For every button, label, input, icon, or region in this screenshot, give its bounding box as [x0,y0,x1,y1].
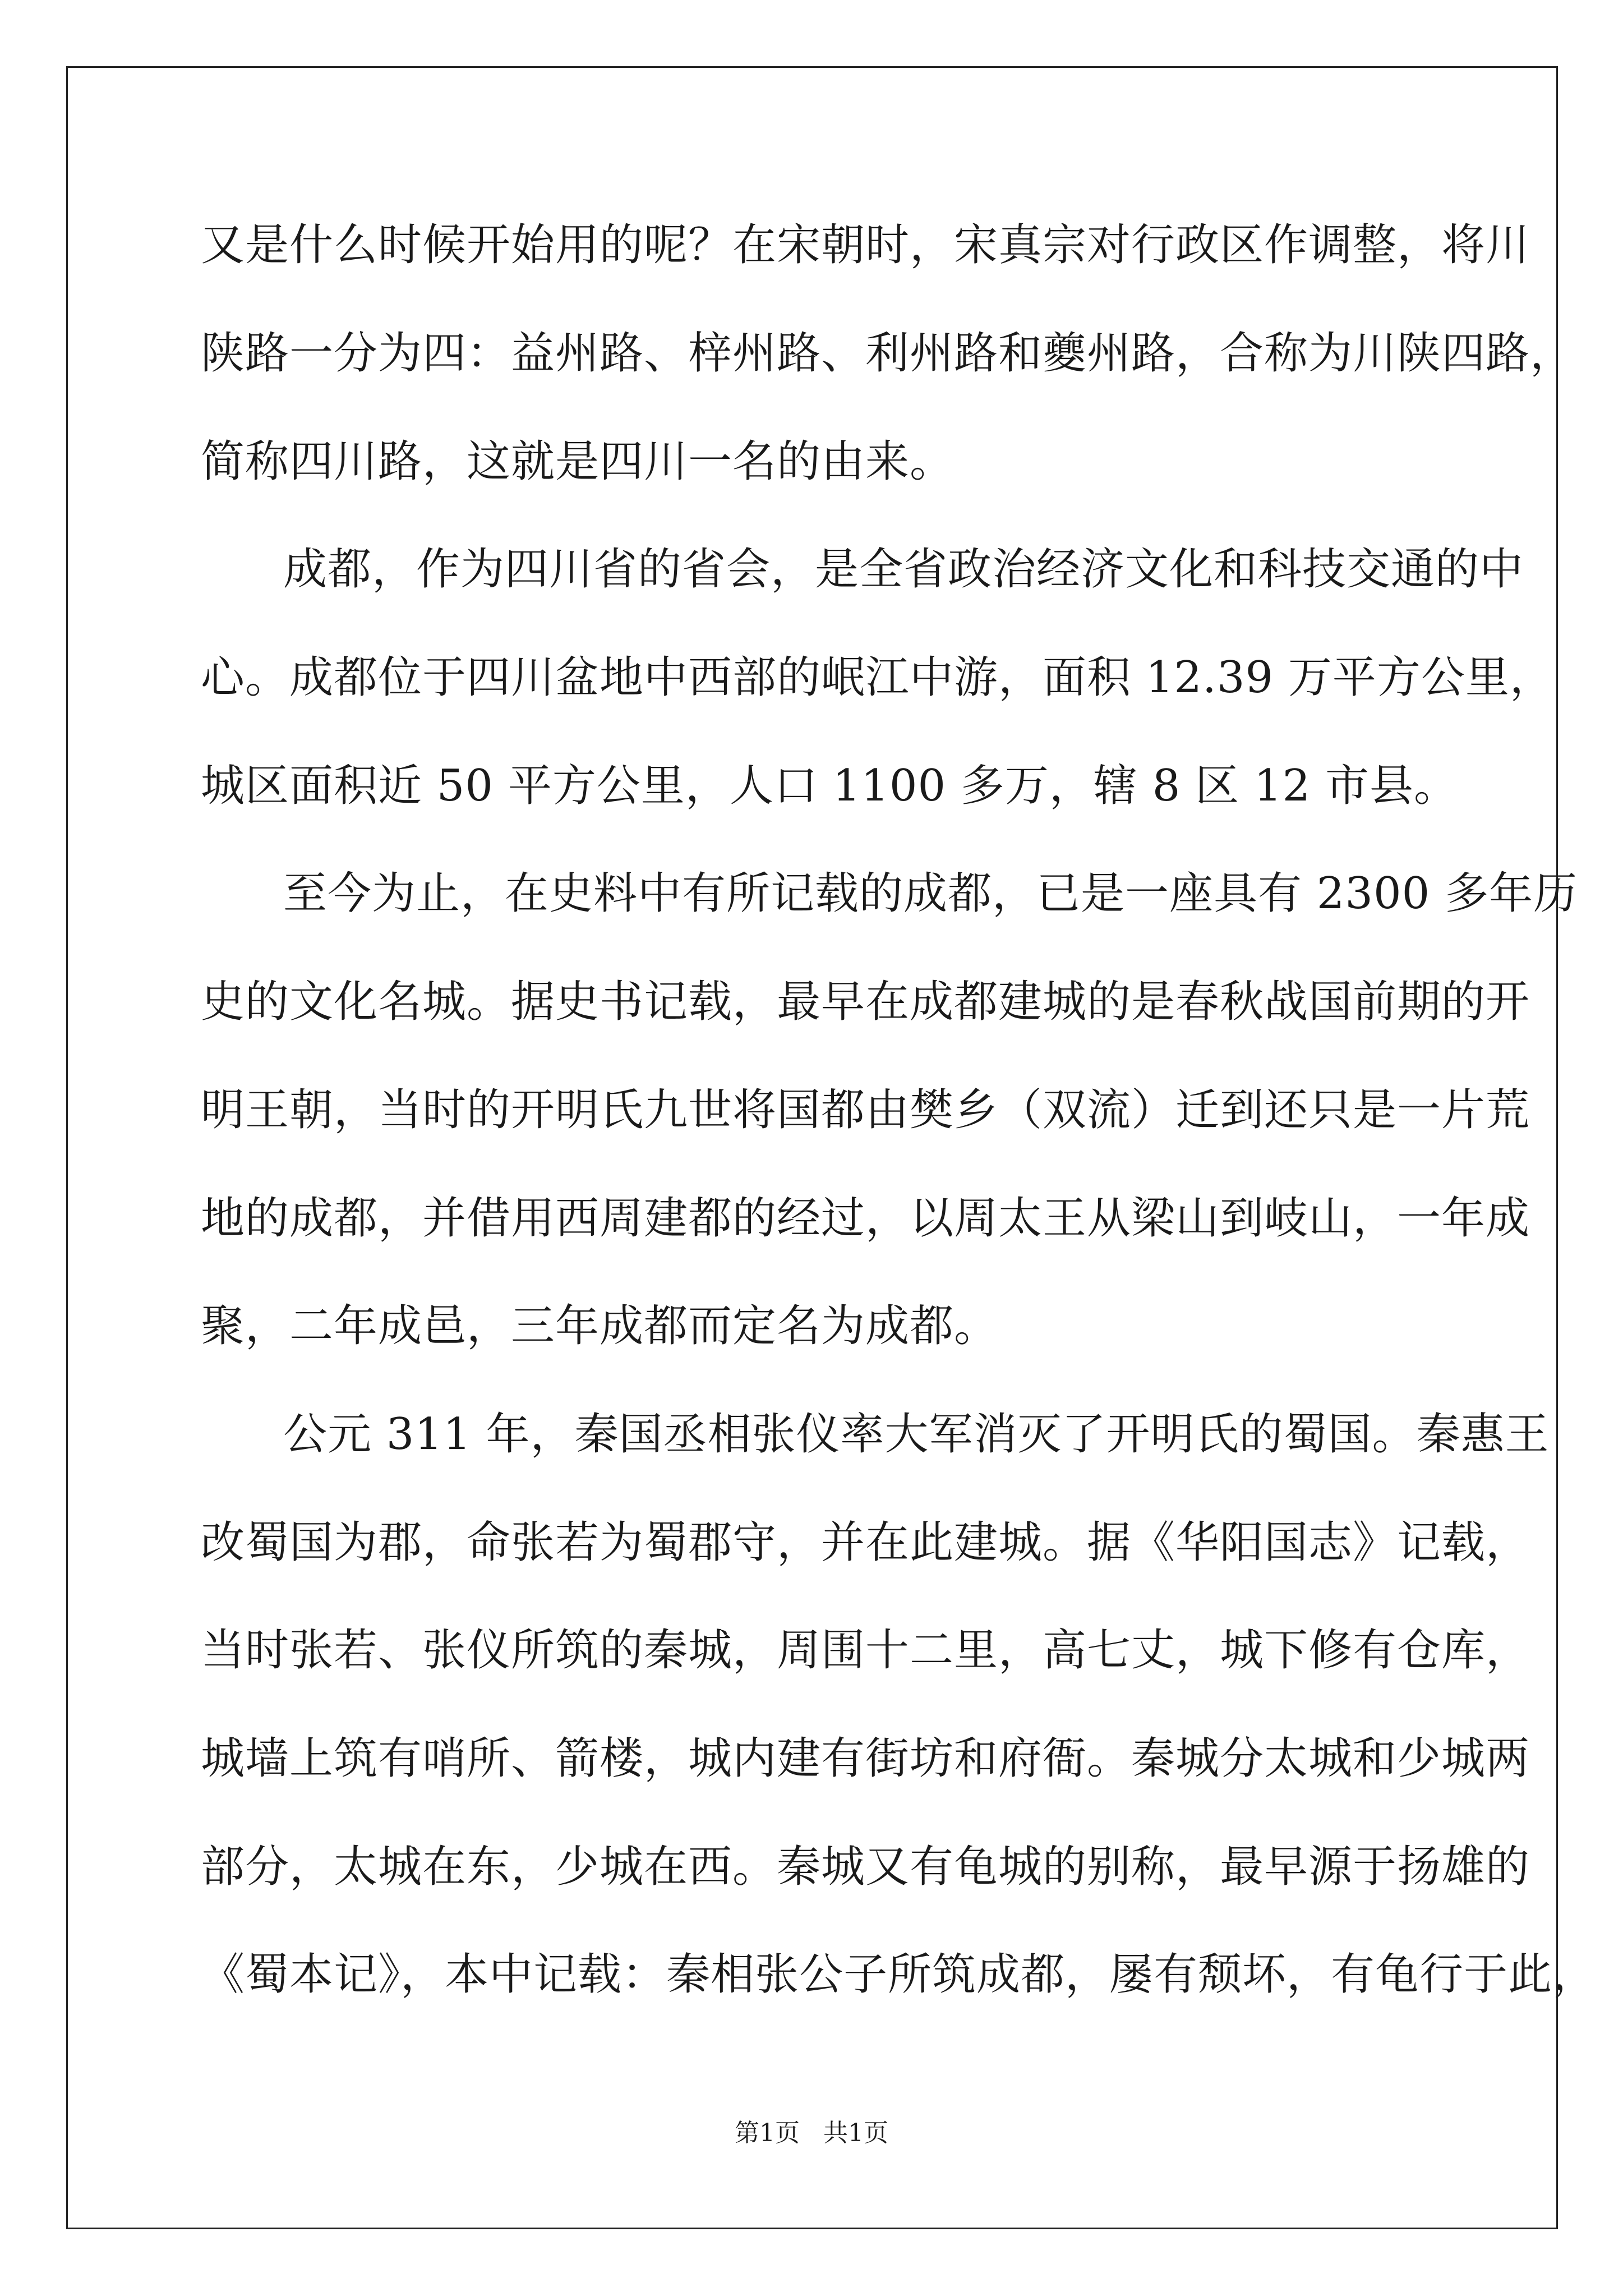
text-line: 史的文化名城。据史书记载，最早在成都建城的是春秋战国前期的开 [201,977,1530,1027]
text-line: 部分，太城在东，少城在西。秦城又有龟城的别称，最早源于扬雄的 [201,1842,1530,1892]
text-line: 《蜀本记》，本中记载：秦相张公子所筑成都，屡有颓坏，有龟行于此， [201,1949,1597,2000]
text-line: 心。成都位于四川盆地中西部的岷江中游，面积 12.39 万平方公里， [201,652,1554,703]
text-line: 城墙上筑有哨所、箭楼，城内建有街坊和府衙。秦城分太城和少城两 [201,1733,1530,1784]
text-line: 陕路一分为四：益州路、梓州路、利州路和夔州路，合称为川陕四路， [201,328,1575,379]
paragraph-first-line: 公元 311 年，秦国丞相张仪率大军消灭了开明氏的蜀国。秦惠王 [283,1409,1550,1460]
paragraph-first-line: 至今为止，在史料中有所记载的成都，已是一座具有 2300 多年历 [283,868,1578,919]
text-line: 聚，二年成邑，三年成都而定名为成都。 [201,1301,999,1351]
text-line: 明王朝，当时的开明氏九世将国都由樊乡（双流）迁到还只是一片荒 [201,1085,1530,1135]
page-border [66,66,1597,2229]
text-line: 简称四川路，这就是四川一名的由来。 [201,436,955,487]
text-line: 当时张若、张仪所筑的秦城，周围十二里，高七丈，城下修有仓库， [201,1625,1530,1676]
text-line: 地的成都，并借用西周建都的经过，以周太王从梁山到岐山，一年成 [201,1193,1530,1244]
paragraph-first-line: 成都，作为四川省的省会，是全省政治经济文化和科技交通的中 [283,544,1524,595]
text-line: 改蜀国为郡，命张若为蜀郡守，并在此建城。据《华阳国志》记载， [201,1517,1530,1568]
page-footer: 第1页 共1页 [735,2119,888,2147]
text-line: 又是什么时候开始用的呢？在宋朝时，宋真宗对行政区作调整，将川 [201,220,1530,270]
text-line: 城区面积近 50 平方公里，人口 1100 多万，辖 8 区 12 市县。 [201,761,1458,811]
